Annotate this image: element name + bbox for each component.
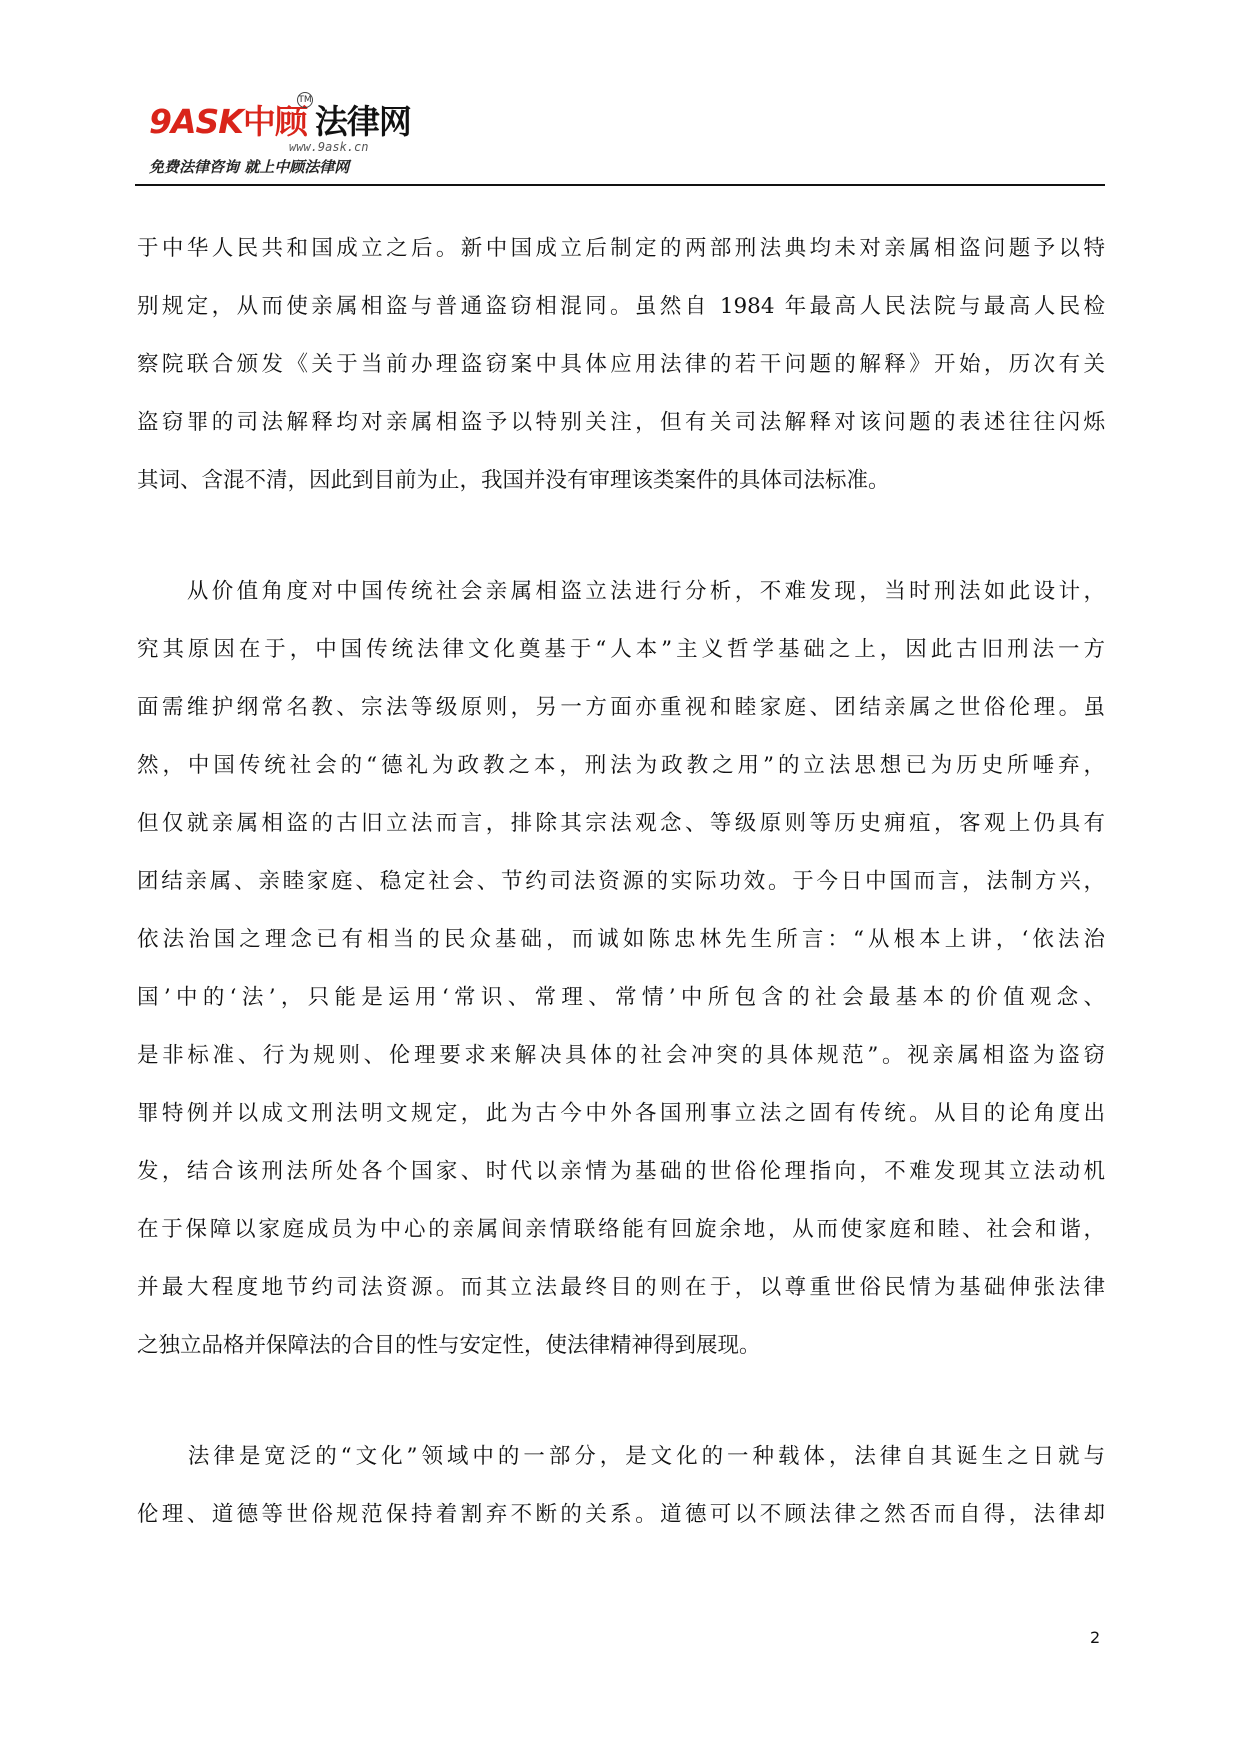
logo-url: www.9ask.cn	[289, 140, 369, 154]
text-line: 团结亲属、亲睦家庭、稳定社会、节约司法资源的实际功效。于今日中国而言，法制方兴，	[137, 869, 1105, 894]
text-line: 究其原因在于，中国传统法律文化奠基于“人本”主义哲学基础之上，因此古旧刑法一方	[137, 637, 1105, 662]
paragraph-gap	[137, 510, 1105, 563]
page-header	[135, 88, 1105, 188]
text-line: 法律是宽泛的“文化”领域中的一部分，是文化的一种载体，法律自其诞生之日就与	[137, 1444, 1105, 1469]
logo-cn-suffix: 法律网	[314, 102, 411, 141]
text-line: 在于保障以家庭成员为中心的亲属间亲情联络能有回旋余地，从而使家庭和睦、社会和谐，	[137, 1217, 1105, 1242]
text-line: 盗窃罪的司法解释均对亲属相盗予以特别关注，但有关司法解释对该问题的表述往往闪烁	[137, 410, 1105, 435]
logo-brand: 9ASK	[149, 102, 243, 141]
trademark-icon: TM	[297, 92, 313, 108]
text-line: 是非标准、行为规则、伦理要求来解决具体的社会冲突的具体规范”。视亲属相盗为盗窃	[137, 1043, 1105, 1068]
text-line: 察院联合颁发《关于当前办理盗窃案中具体应用法律的若干问题的解释》开始，历次有关	[137, 352, 1105, 377]
logo-slogan: 免费法律咨询 就上中顾法律网	[149, 158, 350, 176]
text-line: 发，结合该刑法所处各个国家、时代以亲情为基础的世俗伦理指向，不难发现其立法动机	[137, 1159, 1105, 1184]
text-line: 从价值角度对中国传统社会亲属相盗立法进行分析，不难发现，当时刑法如此设计，	[137, 579, 1105, 604]
paragraph-gap	[137, 1375, 1105, 1428]
logo-cn-name: 中顾	[242, 102, 307, 141]
text-line: 罪特例并以成文刑法明文规定，此为古今中外各国刑事立法之固有传统。从目的论角度出	[137, 1101, 1105, 1126]
document-body	[137, 220, 1105, 1544]
site-logo	[149, 88, 419, 178]
text-line: 其词、含混不清，因此到目前为止，我国并没有审理该类案件的具体司法标准。	[137, 468, 890, 493]
logo-wordmark	[149, 102, 411, 142]
text-line: 依法治国之理念已有相当的民众基础，而诚如陈忠林先生所言：“从根本上讲，‘依法治	[137, 927, 1105, 952]
text-line: 面需维护纲常名教、宗法等级原则，另一方面亦重视和睦家庭、团结亲属之世俗伦理。虽	[137, 695, 1105, 720]
text-line: 并最大程度地节约司法资源。而其立法最终目的则在于，以尊重世俗民情为基础伸张法律	[137, 1275, 1105, 1300]
text-line: 国’中的‘法’，只能是运用‘常识、常理、常情’中所包含的社会最基本的价值观念、	[137, 985, 1105, 1010]
text-line: 伦理、道德等世俗规范保持着割弃不断的关系。道德可以不顾法律之然否而自得，法律却	[137, 1502, 1105, 1527]
paragraph-2	[137, 563, 1105, 1375]
paragraph-3	[137, 1428, 1105, 1544]
text-line: 于中华人民共和国成立之后。新中国成立后制定的两部刑法典均未对亲属相盗问题予以特	[137, 236, 1105, 261]
header-divider	[135, 184, 1105, 186]
text-line: 然，中国传统社会的“德礼为政教之本，刑法为政教之用”的立法思想已为历史所唾弃，	[137, 753, 1105, 778]
text-line: 别规定，从而使亲属相盗与普通盗窃相混同。虽然自 1984 年最高人民法院与最高人民检	[137, 294, 1105, 319]
text-line: 但仅就亲属相盗的古旧立法而言，排除其宗法观念、等级原则等历史痈疽，客观上仍具有	[137, 811, 1105, 836]
text-line: 之独立品格并保障法的合目的性与安定性，使法律精神得到展现。	[137, 1333, 761, 1358]
page-number: 2	[1090, 1628, 1101, 1647]
paragraph-1	[137, 220, 1105, 510]
